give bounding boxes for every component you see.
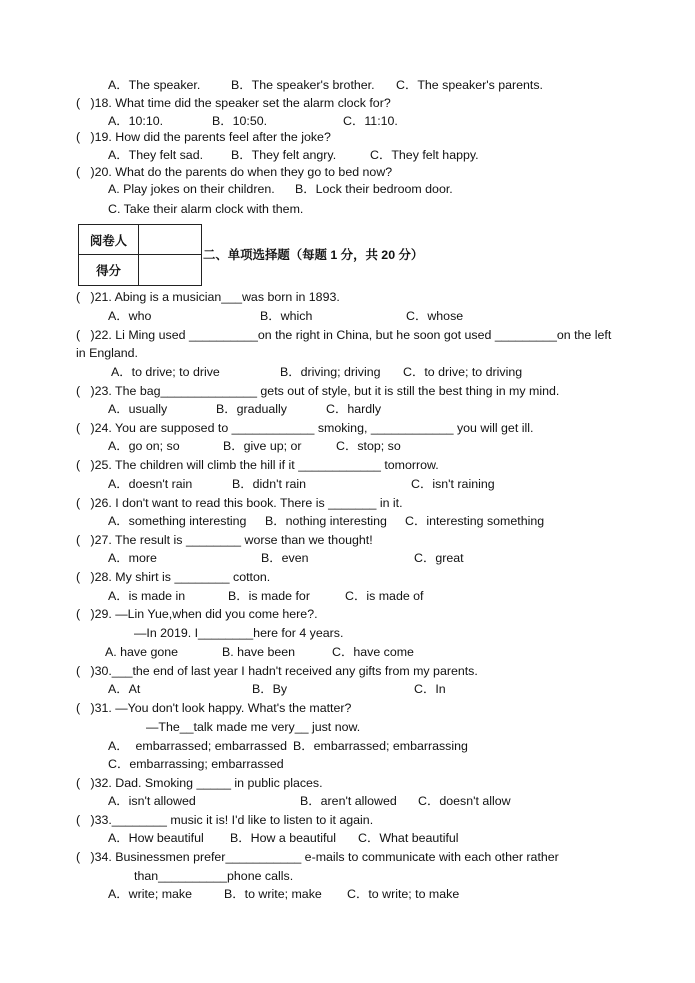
q18-option-c: C．11:10. xyxy=(343,114,398,128)
q30-option-b: B．By xyxy=(252,682,288,696)
q29-option-c: C．have come xyxy=(332,645,414,659)
q21-stem: ( )21. Abing is a musician___was born in 1893. xyxy=(76,290,340,304)
q29-stem-continued: —In 2019. I________here for 4 years. xyxy=(134,626,344,640)
q28-option-a: A．is made in xyxy=(108,589,186,603)
q31-stem-continued: —The__talk made me very__ just now. xyxy=(146,720,361,734)
grader-score-field[interactable] xyxy=(139,255,201,285)
q19-stem: ( )19. How did the parents feel after the joke? xyxy=(76,130,331,144)
q20-option-c: C. Take their alarm clock with them. xyxy=(108,202,304,216)
q31-option-c: C．embarrassing; embarrassed xyxy=(108,757,284,771)
q29-option-a: A. have gone xyxy=(105,645,179,659)
q32-stem: ( )32. Dad. Smoking _____ in public places. xyxy=(76,776,323,790)
q24-option-b: B．give up; or xyxy=(223,439,302,453)
q22-stem-continued: in England. xyxy=(76,346,139,360)
q23-stem: ( )23. The bag______________ gets out of style, but it is still the best thing in my mind. xyxy=(76,384,560,398)
grader-reviewer-label: 阅卷人 xyxy=(79,225,139,255)
q23-option-c: C．hardly xyxy=(326,402,382,416)
q33-option-a: A．How beautiful xyxy=(108,831,204,845)
q24-option-a: A．go on; so xyxy=(108,439,180,453)
q21-option-c: C．whose xyxy=(406,309,464,323)
q31-option-a: A． embarrassed; embarrassed xyxy=(108,739,288,753)
q34-stem: ( )34. Businessmen prefer___________ e-mails to communicate with each other rather xyxy=(76,850,559,864)
q26-stem: ( )26. I don't want to read this book. There is _______ in it. xyxy=(76,496,403,510)
q18-option-b: B．10:50. xyxy=(212,114,268,128)
q26-option-c: C．interesting something xyxy=(405,514,545,528)
q26-option-b: B．nothing interesting xyxy=(265,514,387,528)
q34-option-a: A．write; make xyxy=(108,887,192,901)
q21-option-b: B．which xyxy=(260,309,313,323)
q33-option-b: B．How a beautiful xyxy=(230,831,337,845)
q27-stem: ( )27. The result is ________ worse than we thought! xyxy=(76,533,373,547)
q34-option-c: C．to write; to make xyxy=(347,887,460,901)
q29-option-b: B. have been xyxy=(222,645,296,659)
q25-option-a: A．doesn't rain xyxy=(108,477,193,491)
q21-option-a: A．who xyxy=(108,309,152,323)
q30-option-c: C．In xyxy=(414,682,446,696)
q19-option-b: B．They felt angry. xyxy=(231,148,337,162)
q23-option-a: A．usually xyxy=(108,402,168,416)
grader-score-label: 得分 xyxy=(79,255,139,285)
q20-stem: ( )20. What do the parents do when they go to bed now? xyxy=(76,165,393,179)
q17-option-b: B．The speaker's brother. xyxy=(231,78,375,92)
q33-option-c: C．What beautiful xyxy=(358,831,459,845)
q20-option-b: B．Lock their bedroom door. xyxy=(295,182,453,196)
q32-option-a: A．isn't allowed xyxy=(108,794,196,808)
q22-option-a: A．to drive; to drive xyxy=(111,365,220,379)
q19-option-a: A．They felt sad. xyxy=(108,148,204,162)
q30-option-a: A．At xyxy=(108,682,141,696)
q34-stem-continued: than__________phone calls. xyxy=(134,869,294,883)
q22-option-c: C．to drive; to driving xyxy=(403,365,523,379)
q17-option-a: A．The speaker. xyxy=(108,78,201,92)
q29-stem: ( )29. —Lin Yue,when did you come here?. xyxy=(76,607,318,621)
q26-option-a: A．something interesting xyxy=(108,514,247,528)
q32-option-c: C．doesn't allow xyxy=(418,794,511,808)
q17-option-c: C．The speaker's parents. xyxy=(396,78,543,92)
q22-stem: ( )22. Li Ming used __________on the right in China, but he soon got used _________on the left xyxy=(76,328,612,342)
grader-reviewer-field[interactable] xyxy=(139,225,201,255)
q30-stem: ( )30.___the end of last year I hadn't received any gifts from my parents. xyxy=(76,664,478,678)
q25-stem: ( )25. The children will climb the hill if it ____________ tomorrow. xyxy=(76,458,439,472)
q31-option-b: B．embarrassed; embarrassing xyxy=(293,739,468,753)
q24-stem: ( )24. You are supposed to ____________ smoking, ____________ you will get ill. xyxy=(76,421,534,435)
q33-stem: ( )33.________ music it is! I'd like to listen to it again. xyxy=(76,813,374,827)
q19-option-c: C．They felt happy. xyxy=(370,148,479,162)
section-title: 二、单项选择题（每题 1 分，共 20 分） xyxy=(203,248,424,262)
q32-option-b: B．aren't allowed xyxy=(300,794,397,808)
q28-option-c: C．is made of xyxy=(345,589,424,603)
q34-option-b: B．to write; make xyxy=(224,887,322,901)
q28-stem: ( )28. My shirt is ________ cotton. xyxy=(76,570,271,584)
q22-option-b: B．driving; driving xyxy=(280,365,381,379)
q28-option-b: B．is made for xyxy=(228,589,310,603)
q25-option-b: B．didn't rain xyxy=(232,477,306,491)
q24-option-c: C．stop; so xyxy=(336,439,401,453)
q27-option-a: A．more xyxy=(108,551,157,565)
q18-stem: ( )18. What time did the speaker set the alarm clock for? xyxy=(76,96,391,110)
q27-option-b: B．even xyxy=(261,551,309,565)
q27-option-c: C．great xyxy=(414,551,464,565)
q31-stem: ( )31. —You don't look happy. What's the matter? xyxy=(76,701,352,715)
q25-option-c: C．isn't raining xyxy=(411,477,495,491)
q23-option-b: B．gradually xyxy=(216,402,287,416)
grader-table xyxy=(78,224,202,286)
q18-option-a: A．10:10. xyxy=(108,114,164,128)
q20-option-a: A. Play jokes on their children. xyxy=(108,182,275,196)
